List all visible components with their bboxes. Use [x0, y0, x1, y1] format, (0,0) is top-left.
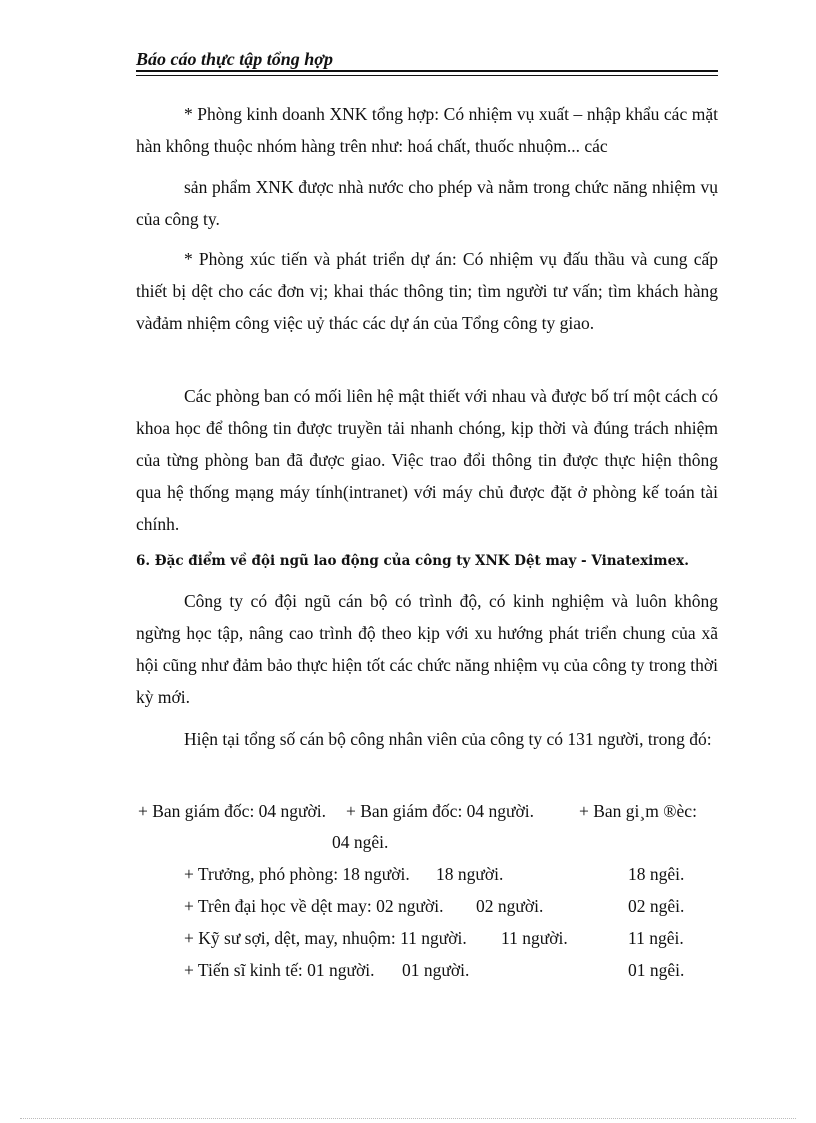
paragraph-tong-so: Hiện tại tổng số cán bộ công nhân viên của công ty có 131 người, trong đó:	[184, 729, 712, 749]
list-item: 01 ngêi.	[628, 960, 685, 980]
list-item: + Ban giám đốc: 04 người.	[346, 801, 535, 821]
header-title: Báo cáo thực tập tổng hợp	[136, 49, 333, 69]
header-rule-thin	[136, 75, 718, 76]
paragraph-block-4	[136, 380, 718, 540]
paragraph-xuc-tien: * Phòng xúc tiến và phát triển dự án: Có nhiệm vụ đấu thầu và cung cấp thiết bị dệt cho các đơn vị; khai thác thông tin; tìm người tư vấn; tìm khách hàng vàđảm nhiệm công việc uỷ thác các dự án của Tổng công ty giao.	[136, 249, 718, 333]
page-bottom-border	[20, 1118, 796, 1119]
list-item: 11 ngêi.	[628, 928, 684, 948]
list-item: 01 người.	[402, 960, 470, 980]
list-item: 04 ngêi.	[332, 832, 389, 852]
list-item: 18 người.	[436, 864, 504, 884]
paragraph-block-3	[136, 243, 718, 339]
paragraph-block-1	[136, 98, 718, 162]
page-header	[136, 48, 718, 70]
paragraph-block-2	[136, 171, 718, 235]
list-item: + Kỹ sư sợi, dệt, may, nhuộm: 11 người.	[184, 928, 467, 948]
list-item: 02 ngêi.	[628, 896, 685, 916]
section-heading-6: 6. Đặc điểm về đội ngũ lao động của công ty XNK Dệt may - Vinateximex.	[136, 553, 689, 569]
paragraph-phong-ban: Các phòng ban có mối liên hệ mật thiết với nhau và được bố trí một cách có khoa học để thông tin được truyền tải nhanh chóng, kịp thời và đúng trách nhiệm của từng phòng ban đã được giao. Việc trao đổi thông tin được thực hiện thông qua hệ thống mạng máy tính(intranet) với máy chủ được đặt ở phòng kế toán tài chính.	[136, 386, 718, 534]
paragraph-san-pham: sản phẩm XNK được nhà nước cho phép và nằm trong chức năng nhiệm vụ của công ty.	[136, 177, 718, 229]
paragraph-block-6	[136, 723, 718, 755]
list-item: + Tiến sĩ kinh tế: 01 người.	[184, 960, 375, 980]
list-item: + Trên đại học về dệt may: 02 người.	[184, 896, 444, 916]
list-item: + Ban gi¸m ®èc:	[579, 801, 697, 821]
paragraph-doi-ngu: Công ty có đội ngũ cán bộ có trình độ, có kinh nghiệm và luôn không ngừng học tập, nâng cao trình độ theo kịp với xu hướng phát triển chung của xã hội cũng như đảm bảo thực hiện tốt các chức năng nhiệm vụ của công ty trong thời kỳ mới.	[136, 591, 718, 707]
paragraph-phong-kinh-doanh: * Phòng kinh doanh XNK tổng hợp: Có nhiệm vụ xuất – nhập khẩu các mặt hàn không thuộc nhóm hàng trên như: hoá chất, thuốc nhuộm... các	[136, 104, 718, 156]
list-item: 11 người.	[501, 928, 568, 948]
paragraph-block-5	[136, 585, 718, 713]
header-rule-thick	[136, 70, 718, 72]
list-item: 02 người.	[476, 896, 544, 916]
list-item: + Trưởng, phó phòng: 18 người.	[184, 864, 410, 884]
list-item: 18 ngêi.	[628, 864, 685, 884]
list-item: + Ban giám đốc: 04 người.	[138, 801, 327, 821]
